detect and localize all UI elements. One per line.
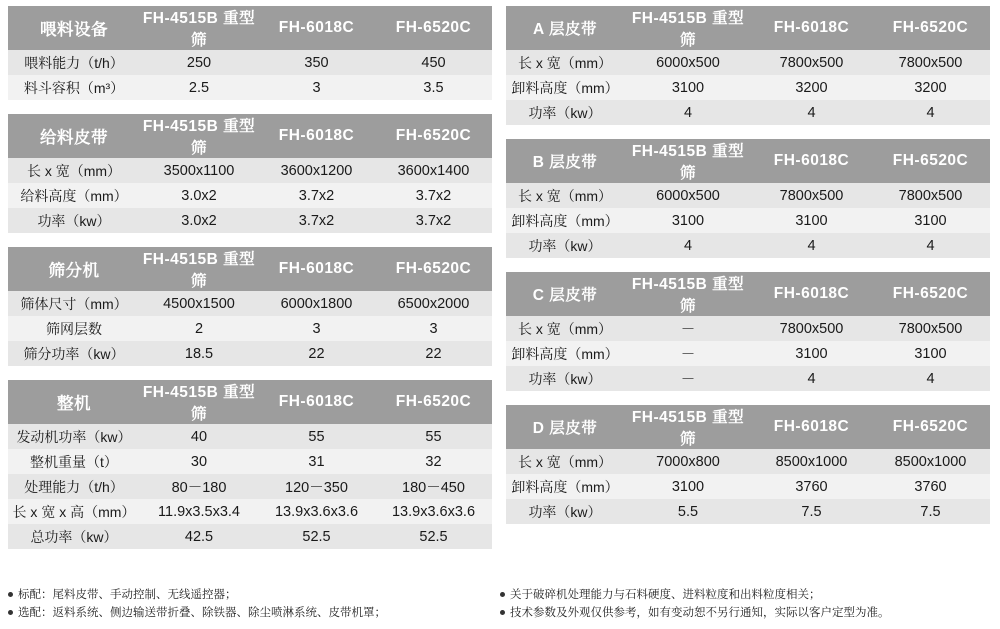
cell-value: 7000x800: [624, 449, 752, 474]
cell-value: 11.9x3.5x3.4: [140, 499, 258, 524]
column-header: FH-6520C: [375, 6, 492, 50]
row-label: 料斗容积（m³）: [8, 75, 140, 100]
column-header: FH-4515B 重型筛: [140, 380, 258, 424]
cell-value: 3: [375, 316, 492, 341]
column-header: FH-6520C: [375, 114, 492, 158]
bullet-icon: [8, 610, 13, 615]
cell-value: 8500x1000: [752, 449, 871, 474]
note-text: 关于破碎机处理能力与石料硬度、进料粒度和出料粒度相关；: [510, 589, 821, 602]
table-row: [506, 75, 990, 100]
table-title: 整机: [8, 380, 140, 424]
cell-value: 4: [624, 233, 752, 258]
column-header: FH-6018C: [258, 114, 375, 158]
cell-value: 13.9x3.6x3.6: [375, 499, 492, 524]
cell-value: 3600x1200: [258, 158, 375, 183]
cell-value: 350: [258, 50, 375, 75]
column-header: FH-6520C: [375, 380, 492, 424]
cell-value: 3760: [871, 474, 990, 499]
cell-value: 3100: [624, 474, 752, 499]
column-header: FH-4515B 重型筛: [140, 6, 258, 50]
cell-value: 3600x1400: [375, 158, 492, 183]
row-label: 处理能力（t/h）: [8, 474, 140, 499]
bullet-icon: [500, 610, 505, 615]
row-label: 卸料高度（mm）: [506, 75, 624, 100]
cell-value: －: [624, 341, 752, 366]
cell-value: 8500x1000: [871, 449, 990, 474]
cell-value: 7800x500: [871, 183, 990, 208]
row-label: 功率（kw）: [506, 499, 624, 524]
column-header: FH-6520C: [871, 6, 990, 50]
column-header: FH-4515B 重型筛: [140, 247, 258, 291]
bullet-icon: [8, 592, 13, 597]
table-row: [8, 158, 492, 183]
table-row: [8, 341, 492, 366]
table-title: B 层皮带: [506, 139, 624, 183]
cell-value: 80－180: [140, 474, 258, 499]
cell-value: 2.5: [140, 75, 258, 100]
table-header-row: [506, 139, 990, 183]
table-row: [506, 50, 990, 75]
table-row: [506, 208, 990, 233]
cell-value: 450: [375, 50, 492, 75]
note-item: [8, 605, 492, 623]
row-label: 长 x 宽 x 高（mm）: [8, 499, 140, 524]
row-label: 功率（kw）: [8, 208, 140, 233]
table-row: [8, 75, 492, 100]
row-label: 长 x 宽（mm）: [506, 50, 624, 75]
cell-value: 7800x500: [752, 50, 871, 75]
table-title: A 层皮带: [506, 6, 624, 50]
table-row: [506, 100, 990, 125]
row-label: 功率（kw）: [506, 233, 624, 258]
footnotes-left: [8, 587, 500, 623]
table-header-row: [506, 6, 990, 50]
cell-value: 32: [375, 449, 492, 474]
cell-value: 52.5: [375, 524, 492, 549]
column-header: FH-6018C: [752, 6, 871, 50]
table-header-row: [8, 6, 492, 50]
spec-table-belt-b: [506, 139, 990, 258]
table-row: [506, 366, 990, 391]
table-header-row: [506, 405, 990, 449]
column-header: FH-4515B 重型筛: [140, 114, 258, 158]
column-header: FH-4515B 重型筛: [624, 272, 752, 316]
spec-table-feeder: [8, 6, 492, 100]
table-header-row: [8, 247, 492, 291]
cell-value: 4: [871, 366, 990, 391]
cell-value: 3: [258, 316, 375, 341]
table-row: [8, 208, 492, 233]
cell-value: 30: [140, 449, 258, 474]
cell-value: 52.5: [258, 524, 375, 549]
table-title: 给料皮带: [8, 114, 140, 158]
cell-value: 55: [375, 424, 492, 449]
cell-value: 3100: [624, 208, 752, 233]
cell-value: 42.5: [140, 524, 258, 549]
cell-value: －: [624, 316, 752, 341]
row-label: 给料高度（mm）: [8, 183, 140, 208]
column-header: FH-6520C: [871, 272, 990, 316]
cell-value: 3.5: [375, 75, 492, 100]
cell-value: 3760: [752, 474, 871, 499]
cell-value: 7800x500: [871, 50, 990, 75]
column-header: FH-6018C: [752, 405, 871, 449]
cell-value: 3100: [752, 208, 871, 233]
table-header-row: [8, 380, 492, 424]
cell-value: 7800x500: [752, 183, 871, 208]
table-header-row: [506, 272, 990, 316]
column-header: FH-4515B 重型筛: [624, 139, 752, 183]
row-label: 发动机功率（kw）: [8, 424, 140, 449]
row-label: 筛体尺寸（mm）: [8, 291, 140, 316]
cell-value: 3.0x2: [140, 208, 258, 233]
column-header: FH-6018C: [258, 6, 375, 50]
table-title: 筛分机: [8, 247, 140, 291]
table-row: [8, 316, 492, 341]
cell-value: 4: [752, 100, 871, 125]
table-row: [506, 316, 990, 341]
left-column: [8, 6, 492, 629]
cell-value: 7.5: [871, 499, 990, 524]
cell-value: 3100: [624, 75, 752, 100]
table-row: [8, 50, 492, 75]
row-label: 筛网层数: [8, 316, 140, 341]
spec-table-belt-a: [506, 6, 990, 125]
cell-value: 6500x2000: [375, 291, 492, 316]
table-row: [506, 449, 990, 474]
table-title: D 层皮带: [506, 405, 624, 449]
row-label: 卸料高度（mm）: [506, 474, 624, 499]
cell-value: 3200: [871, 75, 990, 100]
table-title: 喂料设备: [8, 6, 140, 50]
cell-value: 6000x1800: [258, 291, 375, 316]
row-label: 卸料高度（mm）: [506, 341, 624, 366]
cell-value: 31: [258, 449, 375, 474]
cell-value: 120－350: [258, 474, 375, 499]
table-title: C 层皮带: [506, 272, 624, 316]
row-label: 长 x 宽（mm）: [8, 158, 140, 183]
cell-value: 5.5: [624, 499, 752, 524]
cell-value: 3500x1100: [140, 158, 258, 183]
table-row: [8, 449, 492, 474]
table-row: [506, 341, 990, 366]
spec-table-feed-belt: [8, 114, 492, 233]
cell-value: 3.7x2: [375, 183, 492, 208]
table-row: [8, 291, 492, 316]
table-row: [8, 474, 492, 499]
right-column: [506, 6, 990, 629]
cell-value: 3: [258, 75, 375, 100]
column-header: FH-6018C: [258, 380, 375, 424]
cell-value: 4500x1500: [140, 291, 258, 316]
row-label: 长 x 宽（mm）: [506, 316, 624, 341]
cell-value: 4: [871, 100, 990, 125]
cell-value: 4: [624, 100, 752, 125]
row-label: 长 x 宽（mm）: [506, 449, 624, 474]
column-header: FH-6018C: [258, 247, 375, 291]
column-header: FH-6018C: [752, 272, 871, 316]
note-text: 标配：尾料皮带、手动控制、无线遥控器；: [18, 589, 237, 602]
row-label: 总功率（kw）: [8, 524, 140, 549]
cell-value: 4: [752, 233, 871, 258]
cell-value: 180－450: [375, 474, 492, 499]
cell-value: 55: [258, 424, 375, 449]
note-item: [8, 587, 492, 605]
row-label: 功率（kw）: [506, 366, 624, 391]
cell-value: －: [624, 366, 752, 391]
cell-value: 3.7x2: [375, 208, 492, 233]
row-label: 卸料高度（mm）: [506, 208, 624, 233]
column-header: FH-6520C: [871, 139, 990, 183]
cell-value: 6000x500: [624, 50, 752, 75]
column-header: FH-6520C: [375, 247, 492, 291]
table-row: [8, 183, 492, 208]
cell-value: 40: [140, 424, 258, 449]
row-label: 功率（kw）: [506, 100, 624, 125]
cell-value: 7.5: [752, 499, 871, 524]
table-row: [506, 183, 990, 208]
cell-value: 6000x500: [624, 183, 752, 208]
cell-value: 7800x500: [752, 316, 871, 341]
cell-value: 250: [140, 50, 258, 75]
spec-table-screen: [8, 247, 492, 366]
footnotes: [8, 587, 992, 623]
cell-value: 3.7x2: [258, 183, 375, 208]
spec-table-belt-c: [506, 272, 990, 391]
cell-value: 3.0x2: [140, 183, 258, 208]
table-row: [506, 474, 990, 499]
cell-value: 3100: [871, 208, 990, 233]
cell-value: 3100: [871, 341, 990, 366]
cell-value: 22: [375, 341, 492, 366]
column-header: FH-6520C: [871, 405, 990, 449]
cell-value: 7800x500: [871, 316, 990, 341]
note-text: 选配：返料系统、侧边输送带折叠、除铁器、除尘喷淋系统、皮带机罩；: [18, 607, 386, 620]
cell-value: 18.5: [140, 341, 258, 366]
column-header: FH-6018C: [752, 139, 871, 183]
cell-value: 22: [258, 341, 375, 366]
cell-value: 3.7x2: [258, 208, 375, 233]
table-row: [506, 499, 990, 524]
cell-value: 4: [871, 233, 990, 258]
table-header-row: [8, 114, 492, 158]
spec-table-machine: [8, 380, 492, 549]
footnotes-right: [500, 587, 992, 623]
note-text: 技术参数及外观仅供参考，如有变动恕不另行通知，实际以客户定型为准。: [510, 607, 890, 620]
note-item: [500, 605, 984, 623]
cell-value: 3100: [752, 341, 871, 366]
table-row: [8, 524, 492, 549]
table-row: [8, 424, 492, 449]
row-label: 筛分功率（kw）: [8, 341, 140, 366]
row-label: 整机重量（t）: [8, 449, 140, 474]
row-label: 长 x 宽（mm）: [506, 183, 624, 208]
column-header: FH-4515B 重型筛: [624, 405, 752, 449]
table-row: [506, 233, 990, 258]
spec-table-belt-d: [506, 405, 990, 524]
column-header: FH-4515B 重型筛: [624, 6, 752, 50]
cell-value: 3200: [752, 75, 871, 100]
cell-value: 4: [752, 366, 871, 391]
table-row: [8, 499, 492, 524]
bullet-icon: [500, 592, 505, 597]
row-label: 喂料能力（t/h）: [8, 50, 140, 75]
note-item: [500, 587, 984, 605]
cell-value: 13.9x3.6x3.6: [258, 499, 375, 524]
cell-value: 2: [140, 316, 258, 341]
